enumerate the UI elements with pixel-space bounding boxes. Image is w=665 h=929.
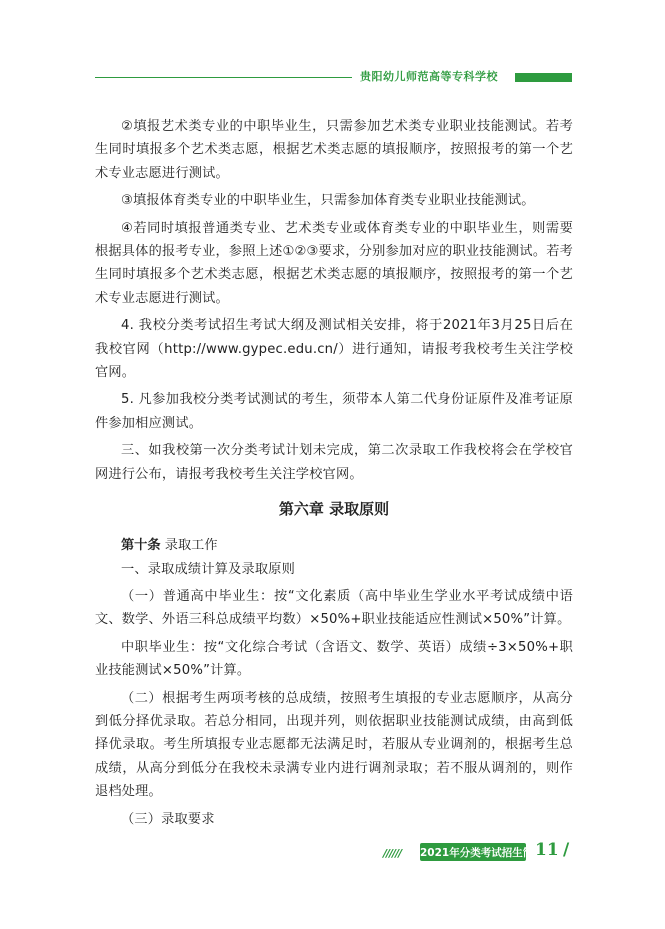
article-heading bbox=[95, 534, 573, 557]
footer-brochure-title: 2021年分类考试招生简章 bbox=[420, 847, 544, 859]
paragraph: 5. 凡参加我校分类考试测试的考生，须带本人第二代身份证原件及准考证原件参加相应测试。 bbox=[95, 392, 573, 431]
header-rule bbox=[95, 77, 352, 78]
paragraph: 三、如我校第一次分类考试计划未完成，第二次录取工作我校将会在学校官网进行公布，请报考我校考生关注学校官网。 bbox=[95, 443, 573, 482]
paragraph: 4. 我校分类考试招生考试大纲及测试相关安排，将于2021年3月25日后在我校官网（http://www.gypec.edu.cn/）进行通知，请报考我校考生关注学校官网。 bbox=[95, 318, 573, 381]
paragraph: （三）录取要求 bbox=[121, 811, 215, 827]
paragraph: ③填报体育类专业的中职毕业生，只需参加体育类专业职业技能测试。 bbox=[121, 193, 535, 209]
footer-slash-decoration: ////// bbox=[383, 847, 402, 860]
page-number: 11 bbox=[535, 840, 559, 860]
chapter-title: 第六章 录取原则 bbox=[278, 500, 390, 519]
paragraph: （一）普通高中毕业生：按“文化素质（高中毕业生学业水平考试成绩中语文、数学、外语三科总成绩平均数）×50%+职业技能适应性测试×50%”计算。 bbox=[95, 588, 573, 628]
paragraph: （二）根据考生两项考核的总成绩，按照考生填报的专业志愿顺序，从高分到低分择优录取。若总分相同，出现并列，则依据职业技能测试成绩，由高到低择优录取。考生所填报专业志愿都无法满足时，若服从专业调剂的，根据考生总成绩，从高分到低分在我校未录满专业内进行调剂录取；若不服从调剂的，则作退档处理。 bbox=[95, 690, 573, 800]
article-title: 录取工作 bbox=[164, 538, 218, 554]
header-school-name: 贵阳幼儿师范高等专科学校 bbox=[360, 70, 498, 83]
paragraph: 一、录取成绩计算及录取原则 bbox=[121, 561, 296, 577]
page-number-slash: / bbox=[563, 840, 570, 860]
paragraph: ④若同时填报普通类专业、艺术类专业或体育类专业的中职毕业生，则需要根据具体的报考专业，参照上述①②③要求，分别参加对应的职业技能测试。若考生同时填报多个艺术类志愿，根据艺术类志愿的填报顺序，按照报考的第一个艺术专业志愿进行测试。 bbox=[95, 220, 573, 306]
footer-title-badge bbox=[420, 843, 544, 861]
page-content bbox=[95, 115, 573, 831]
article-number: 第十条 bbox=[121, 538, 161, 554]
paragraph: ②填报艺术类专业的中职毕业生，只需参加艺术类专业职业技能测试。若考生同时填报多个艺术类志愿，根据艺术类志愿的填报顺序，按照报考的第一个艺术专业志愿进行测试。 bbox=[95, 119, 573, 181]
paragraph: 中职毕业生：按“文化综合考试（含语文、数学、英语）成绩÷3×50%+职业技能测试×50%”计算。 bbox=[95, 639, 573, 679]
header-accent-bar bbox=[515, 73, 572, 82]
